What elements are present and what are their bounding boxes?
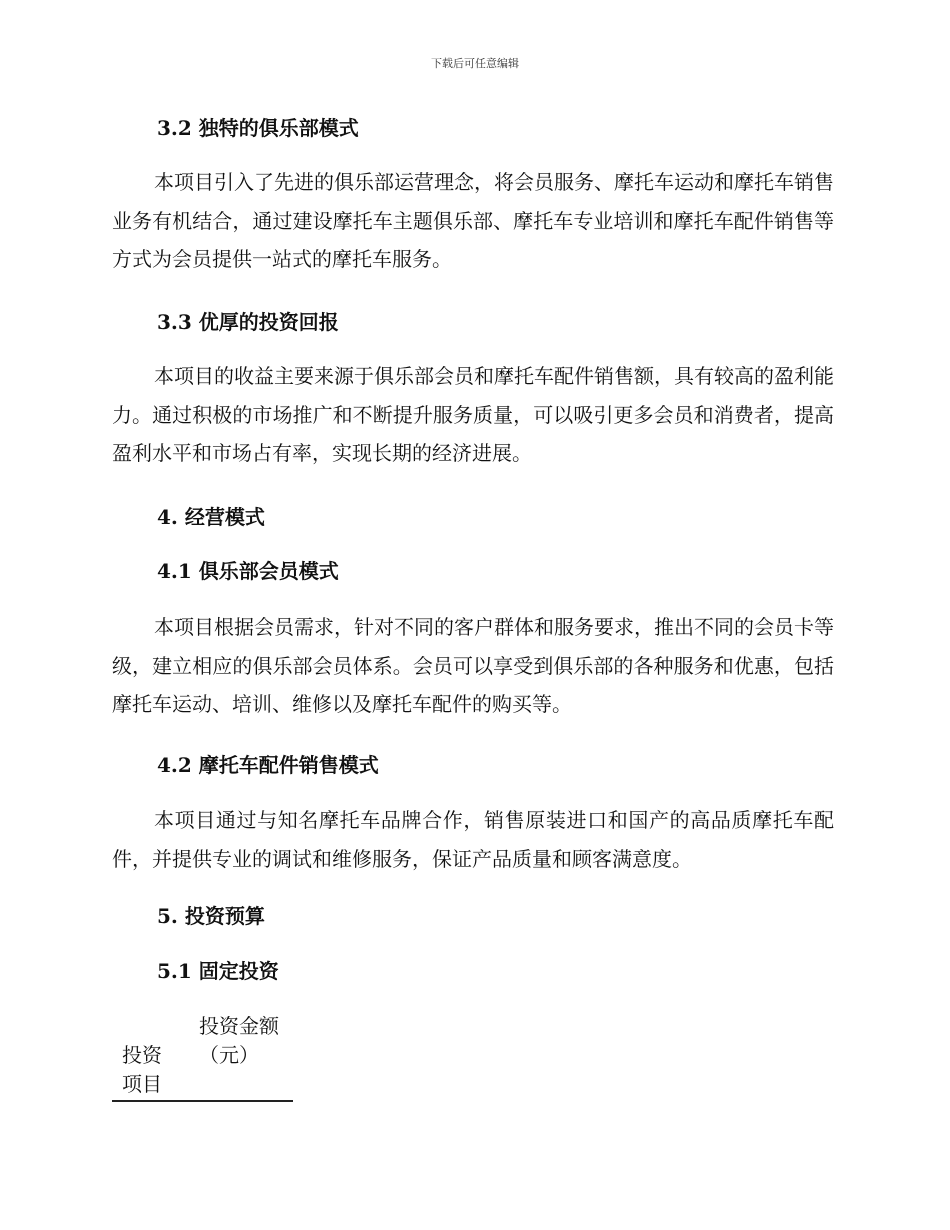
table-header-amount: 投资金额（元） bbox=[199, 1014, 279, 1067]
table-header-rule bbox=[112, 1100, 293, 1102]
paragraph-3-2: 本项目引入了先进的俱乐部运营理念，将会员服务、摩托车运动和摩托车销售业务有机结合，通过建设摩托车主题俱乐部、摩托车专业培训和摩托车配件销售等方式为会员提供一站式的摩托车服务。 bbox=[112, 170, 834, 271]
page-header: 下载后可任意编辑 bbox=[431, 57, 519, 70]
heading-3-3: 3.3 优厚的投资回报 bbox=[157, 310, 339, 334]
paragraph-4-2: 本项目通过与知名摩托车品牌合作，销售原装进口和国产的高品质摩托车配件，并提供专业的调试和维修服务，保证产品质量和顾客满意度。 bbox=[112, 808, 834, 871]
heading-4-2: 4.2 摩托车配件销售模式 bbox=[157, 753, 379, 777]
table-header-item: 投资项目 bbox=[122, 1043, 162, 1096]
heading-5: 5. 投资预算 bbox=[157, 904, 265, 928]
paragraph-3-3: 本项目的收益主要来源于俱乐部会员和摩托车配件销售额，具有较高的盈利能力。通过积极的市场推广和不断提升服务质量，可以吸引更多会员和消费者，提高盈利水平和市场占有率，实现长期的经济进展。 bbox=[112, 364, 834, 465]
heading-5-1: 5.1 固定投资 bbox=[157, 959, 279, 983]
heading-4-1: 4.1 俱乐部会员模式 bbox=[157, 559, 339, 583]
paragraph-4-1: 本项目根据会员需求，针对不同的客户群体和服务要求，推出不同的会员卡等级，建立相应的俱乐部会员体系。会员可以享受到俱乐部的各种服务和优惠，包括摩托车运动、培训、维修以及摩托车配件的购买等。 bbox=[112, 615, 834, 716]
heading-3-2: 3.2 独特的俱乐部模式 bbox=[157, 116, 359, 140]
heading-4: 4. 经营模式 bbox=[157, 505, 265, 529]
